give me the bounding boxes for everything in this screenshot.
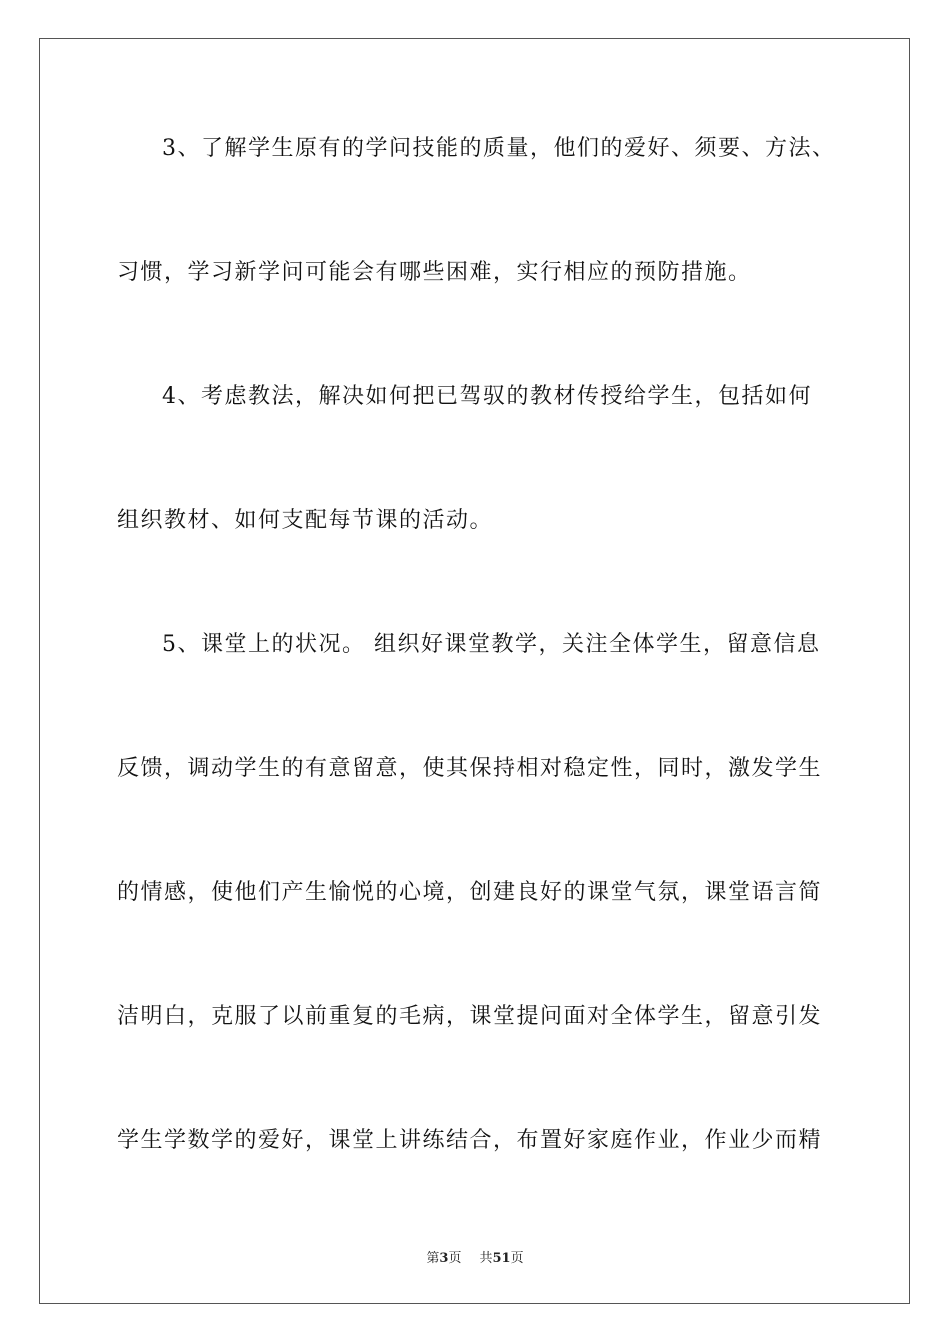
paragraph-5-line-1: 5、课堂上的状况。 组织好课堂教学，关注全体学生，留意信息 (162, 632, 821, 657)
paragraph-4-line-2: 组织教材、如何支配每节课的活动。 (117, 508, 494, 533)
footer-total-prefix: 共 (479, 1251, 493, 1266)
page-frame (39, 38, 910, 1304)
paragraph-5-line-2: 反馈，调动学生的有意留意，使其保持相对稳定性，同时，激发学生 (117, 756, 823, 781)
paragraph-3-line-1: 3、了解学生原有的学问技能的质量，他们的爱好、须要、方法、 (162, 136, 836, 161)
paragraph-5-line-4: 洁明白，克服了以前重复的毛病，课堂提问面对全体学生，留意引发 (117, 1004, 823, 1029)
page-footer (0, 1247, 950, 1266)
paragraph-4-line-1: 4、考虑教法，解决如何把已驾驭的教材传授给学生，包括如何 (162, 384, 812, 409)
paragraph-5-line-5: 学生学数学的爱好，课堂上讲练结合，布置好家庭作业，作业少而精 (117, 1128, 823, 1153)
footer-total-pages: 51 (492, 1251, 511, 1266)
footer-page-number: 3 (439, 1251, 449, 1266)
footer-page-prefix: 第 (426, 1251, 440, 1266)
footer-total-suffix: 页 (510, 1251, 524, 1266)
paragraph-5-line-3: 的情感，使他们产生愉悦的心境，创建良好的课堂气氛，课堂语言简 (117, 880, 823, 905)
footer-page-suffix: 页 (448, 1251, 462, 1266)
paragraph-3-line-2: 习惯，学习新学问可能会有哪些困难，实行相应的预防措施。 (117, 260, 752, 285)
